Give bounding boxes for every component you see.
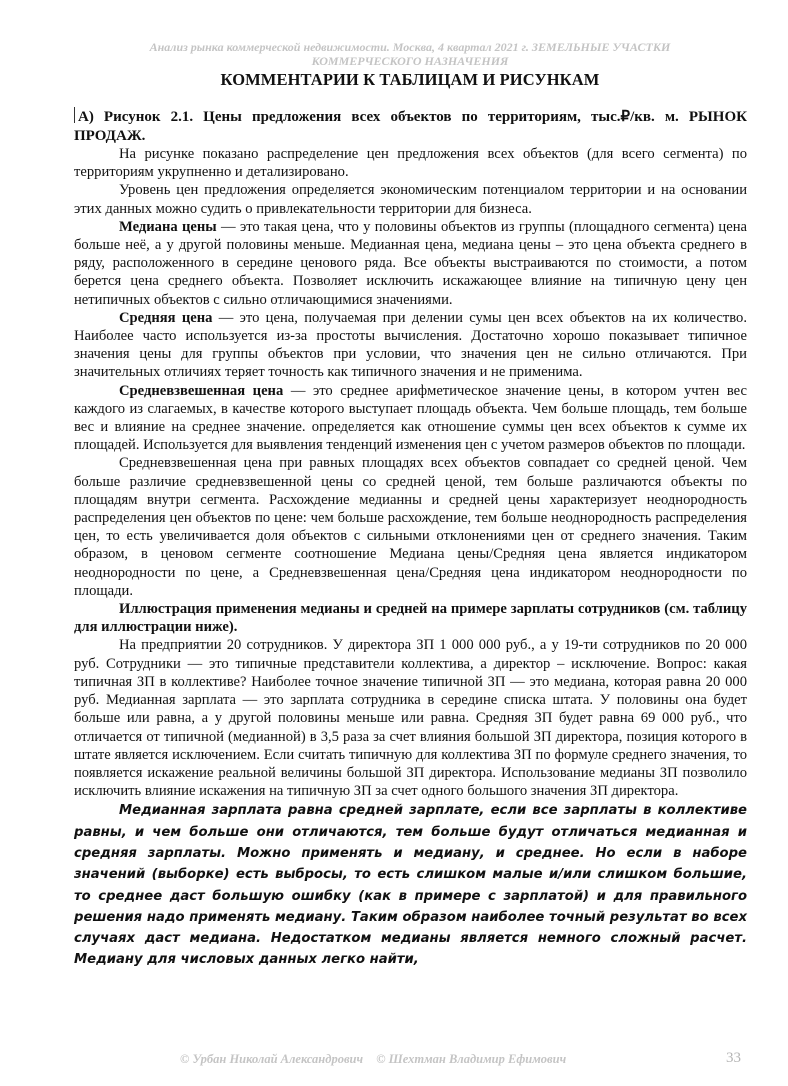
page-footer [180, 1052, 576, 1067]
footer-author-2: © Шехтман Владимир Ефимович [376, 1052, 567, 1066]
footer-author-1: © Урбан Николай Александрович [180, 1052, 364, 1066]
running-header [60, 40, 760, 68]
text-cursor [74, 107, 77, 123]
paragraph-weighted [74, 382, 747, 455]
header-line-1: Анализ рынка коммерческой недвижимости. Москва, 4 квартал 2021 г. ЗЕМЕЛЬНЫЕ УЧАСТКИ [149, 40, 671, 54]
term-median: Медиана цены [119, 218, 217, 235]
main-content [74, 107, 747, 971]
weighted-definition: — это среднее арифметическое значение цены, в котором учтен вес каждого из слагаемых, в качестве которого выступает площадь объекта. Чем больше площадь, тем больше вес и влияние на среднее значение. определяется как отношение суммы цен всех объектов к сумме их площадей. Используется для выявления тенденций изменения цен с учетом размеров объектов по площади. [74, 382, 747, 454]
paragraph-salary-example: На предприятии 20 сотрудников. У директора ЗП 1 000 000 руб., а у 19-ти сотрудников по 20 000 руб. Сотрудники — это типичные представители коллектива, а директор – исключение. Вопрос: какая типичная ЗП в коллективе? Наиболее точное значение типичной ЗП — это медиана, которая равна 20 000 руб. Медианная зарплата — это зарплата сотрудника в середине списка штата. У половины она будет больше или равна, а у другой половины меньше или равна. Средняя ЗП будет равна 69 000 руб., что отличается от типичной (медианной) в 3,5 раза за счет влияния большой ЗП директора, позиция которого в штате является исключением. Если считать типичную для коллектива ЗП по формуле среднего значения, то появляется искажение реальной величины большой ЗП директора. Использование медианы ЗП позволило исключить влияние искажения на типичную ЗП за счет одного большого значения ЗП директора. [74, 637, 747, 800]
page-number: 33 [726, 1050, 741, 1066]
term-weighted: Средневзвешенная цена [119, 382, 284, 399]
paragraph-illustration-heading: Иллюстрация применения медианы и средней на примере зарплаты сотрудников (см. таблицу для иллюстрации ниже). [74, 601, 747, 636]
average-definition: — это цена, получаемая при делении сумы цен всех объектов на их количество. Наиболее часто используется из-за простоты вычисления. Достаточно хорошо показывает типичное значения цены для группы объектов при условии, что значения цен не сильно отличаются. При значительных отличиях теряет точность как типичного значения и не применима. [74, 309, 747, 381]
paragraph-price-level: Уровень цен предложения определяется экономическим потенциалом территории и на основании этих данных можно судить о привлекательности территории для бизнеса. [74, 182, 747, 217]
header-line-2: КОММЕРЧЕСКОГО НАЗНАЧЕНИЯ [311, 54, 509, 68]
section-heading [74, 107, 747, 145]
paragraph-average [74, 309, 747, 382]
section-heading-text: А) Рисунок 2.1. Цены предложения всех объектов по территориям, тыс.₽/кв. м. РЫНОК ПРОДАЖ. [74, 109, 747, 144]
page-title: КОММЕНТАРИИ К ТАБЛИЦАМ И РИСУНКАМ [220, 70, 600, 89]
paragraph-intro: На рисунке показано распределение цен предложения всех объектов (для всего сегмента) по территориям укрупненно и детализировано. [74, 146, 747, 181]
term-average: Средняя цена [119, 309, 213, 326]
paragraph-conclusion: Медианная зарплата равна средней зарплате, если все зарплаты в коллективе равны, и чем больше они отличаются, тем больше будут отличаться медианная и средняя зарплаты. Можно применять и медиану, и среднее. Но если в наборе значений (выборке) есть выбросы, то есть слишком малые и/или слишком большие, то среднее даст большую ошибку (как в примере с зарплатой) и для правильного решения надо применять медиану. Таким образом наиболее точный результат во всех случаях даст медиана. Недостатком медианы является немного сложный расчет. Медиану для числовых данных легко найти, [74, 803, 747, 968]
paragraph-comparison: Средневзвешенная цена при равных площадях всех объектов совпадает со средней ценой. Чем больше различие средневзвешенной цены со средней ценой, тем больше различаются объекты по площадям внутри сегмента. Расхождение медианны и средней цены характеризует неоднородность распределения цен объектов по цене: чем больше расхождение, тем больше неоднородность распределения цен, то есть увеличивается доля объектов с сильными отклонениями цен от среднего значения. Таким образом, в ценовом сегменте соотношение Медиана цены/Средняя цена является индикатором неоднородности по цене, а Средневзвешенная цена/Средняя цена индикатором неоднородности по площади. [74, 455, 747, 599]
paragraph-median [74, 218, 747, 309]
median-definition: — это такая цена, что у половины объектов из группы (площадного сегмента) цена больше неё, а у другой половины меньше. Медианная цена, медиана цены – это цена объекта среднего в ряду, расположенного в середине ценового ряда. Все объекты выстраиваются по стоимости, а потом берется цена среднего объекта. Позволяет исключить искажающее влияние на типичную цену цен нетипичных объектов с сильно отличающимися значениями. [74, 218, 747, 308]
